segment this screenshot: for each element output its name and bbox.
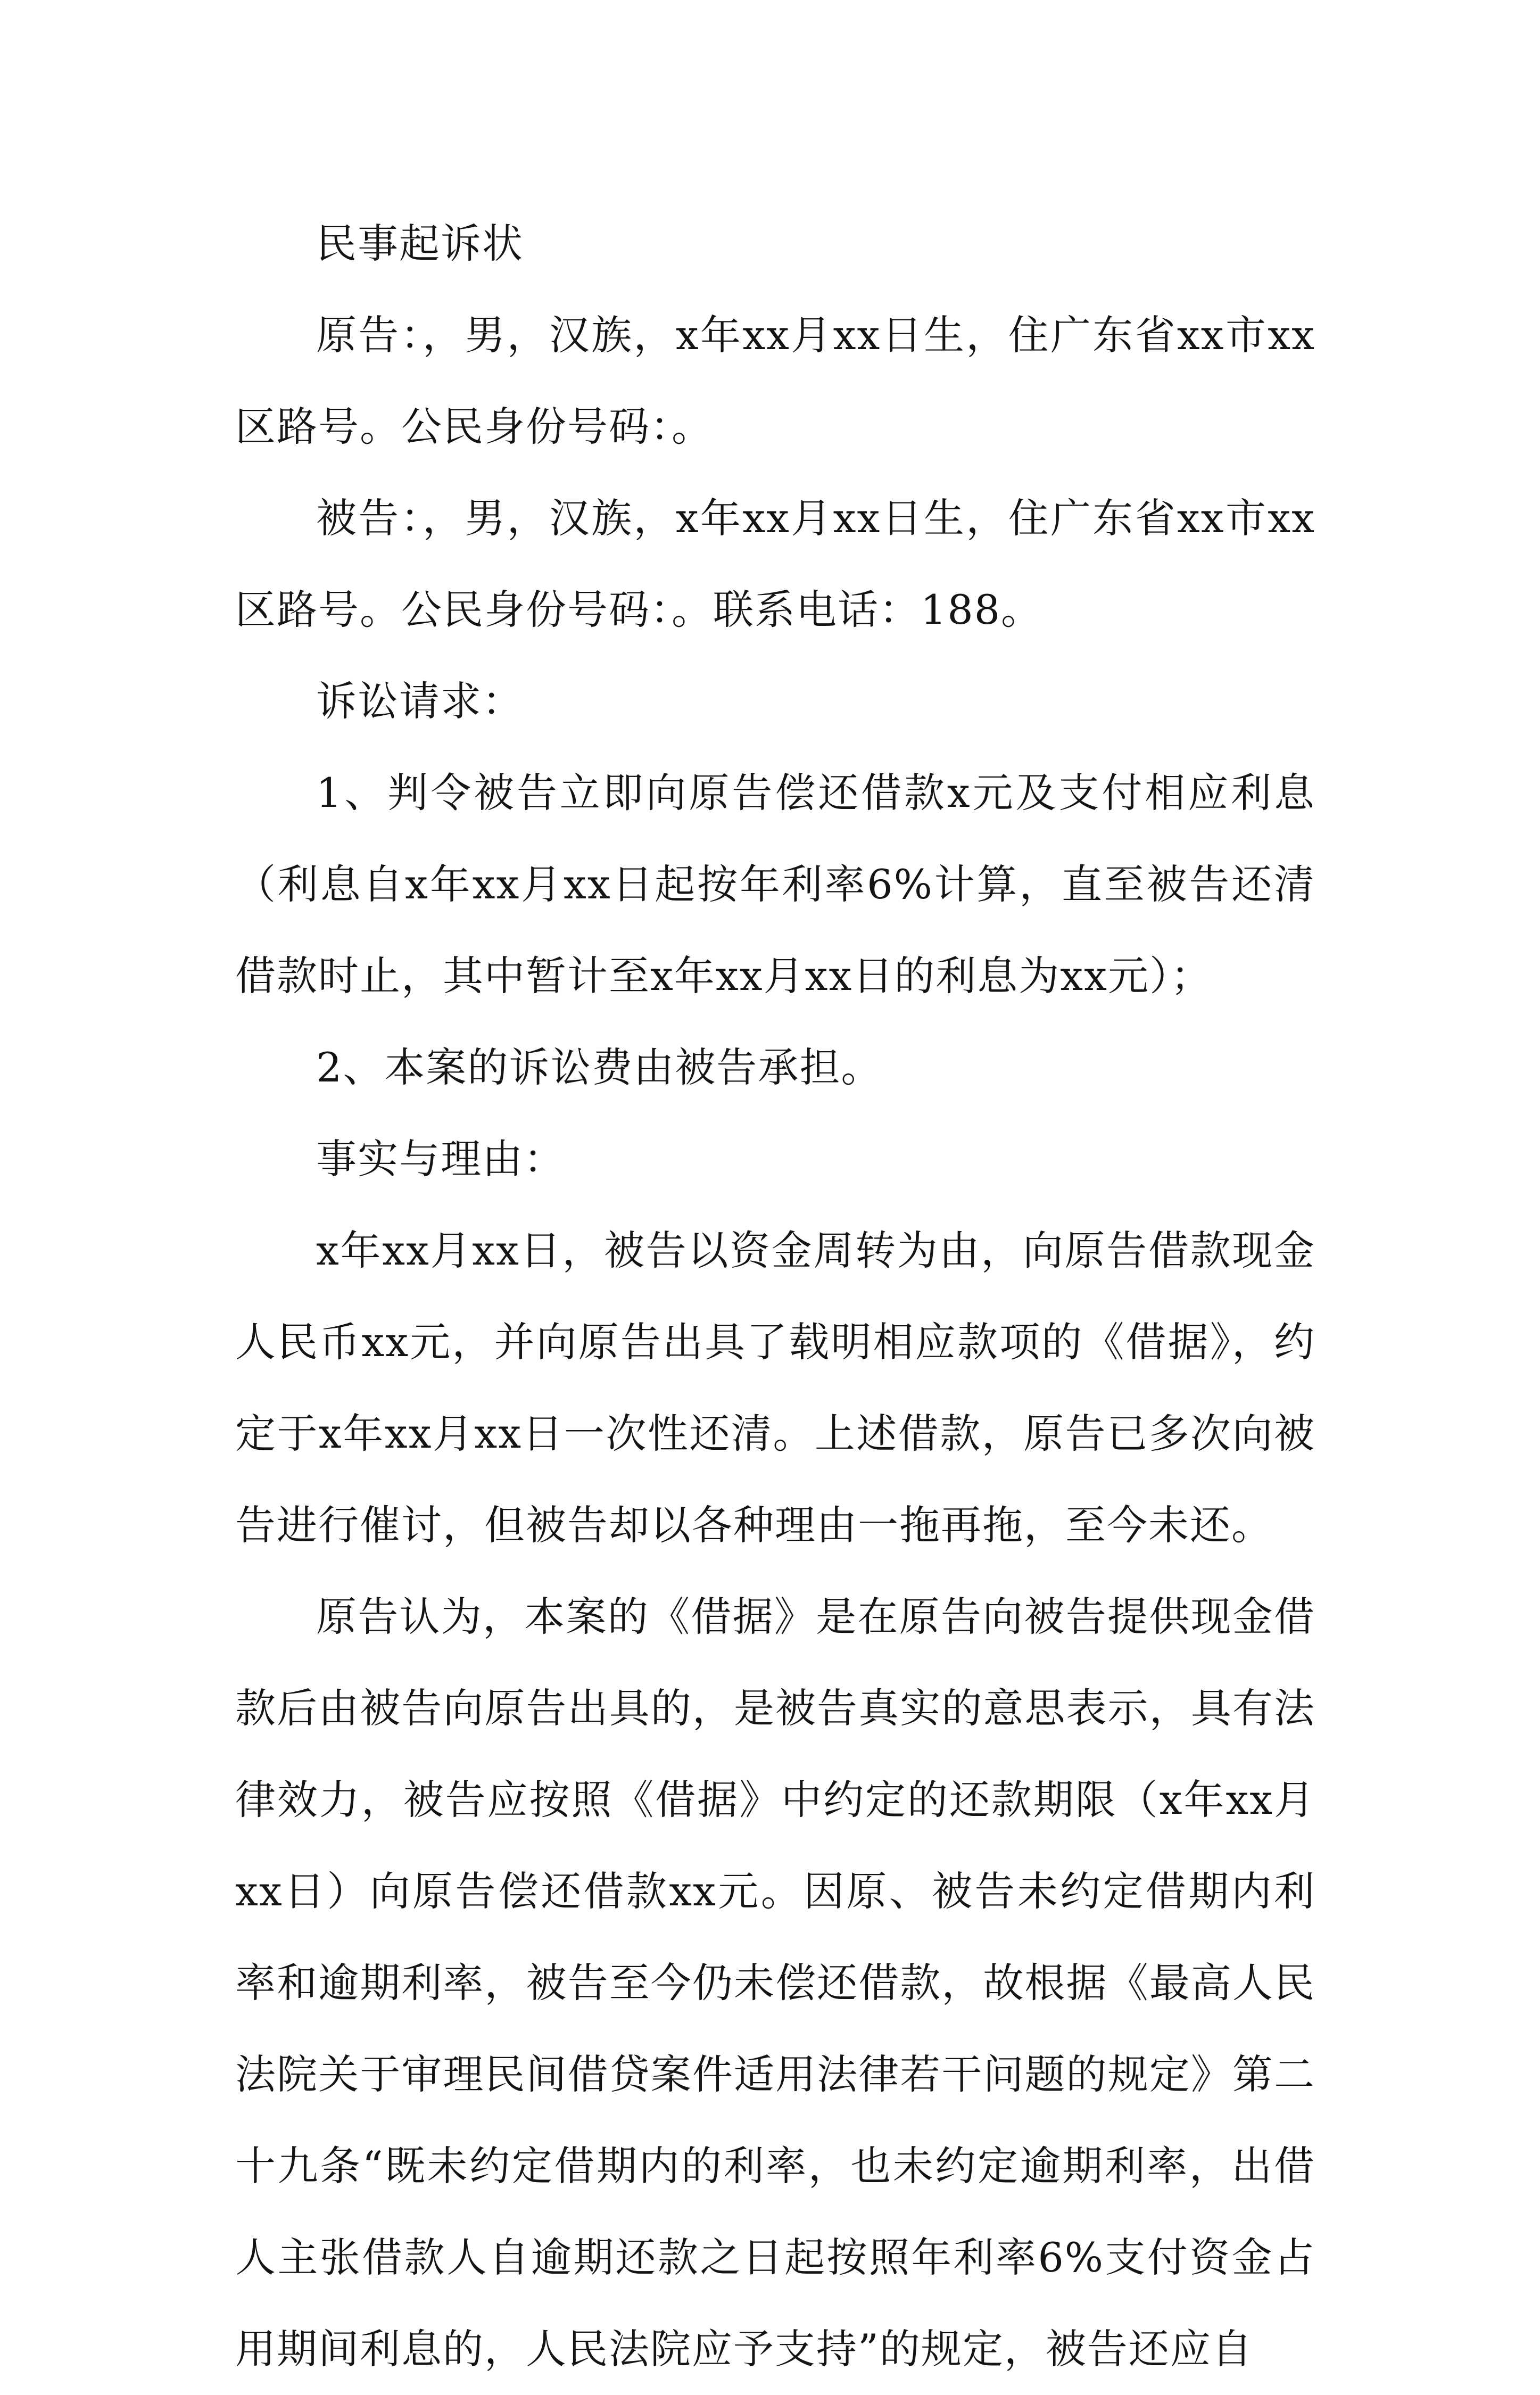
claim-item-1: 1、判令被告立即向原告偿还借款x元及支付相应利息（利息自x年xx月xx日起按年利率6%计算，直至被告还清借款时止，其中暂计至x年xx月xx日的利息为xx元）； — [235, 769, 1315, 1000]
document-title: 民事起诉状 — [316, 220, 524, 267]
plaintiff-paragraph: 原告：，男，汉族，x年xx月xx日生，住广东省xx市xx区路号。公民身份号码：。 — [235, 311, 1315, 450]
claim-item-2: 2、本案的诉讼费由被告承担。 — [316, 1044, 883, 1091]
claims-heading: 诉讼请求： — [316, 678, 524, 725]
facts-paragraph-1: x年xx月xx日，被告以资金周转为由，向原告借款现金人民币xx元，并向原告出具了载明相应款项的《借据》，约定于x年xx月xx日一次性还清。上述借款，原告已多次向被告进行催讨，但被告却以各种理由一拖再拖，至今未还。 — [235, 1227, 1315, 1549]
facts-paragraph-2: 原告认为，本案的《借据》是在原告向被告提供现金借款后由被告向原告出具的，是被告真实的意思表示，具有法律效力，被告应按照《借据》中约定的还款期限（x年xx月xx日）向原告偿还借款xx元。因原、被告未约定借期内利率和逾期利率，被告至今仍未偿还借款，故根据《最高人民法院关于审理民间借贷案件适用法律若干问题的规定》第二十九条“既未约定借期内的利率，也未约定逾期利率，出借人主张借款人自逾期还款之日起按照年利率6%支付资金占用期间利息的，人民法院应予支持”的规定，被告还应自 — [235, 1593, 1315, 2373]
defendant-paragraph: 被告：，男，汉族，x年xx月xx日生，住广东省xx市xx区路号。公民身份号码：。联系电话：188。 — [235, 494, 1315, 633]
document-body — [235, 198, 1315, 2395]
facts-heading: 事实与理由： — [316, 1135, 565, 1183]
